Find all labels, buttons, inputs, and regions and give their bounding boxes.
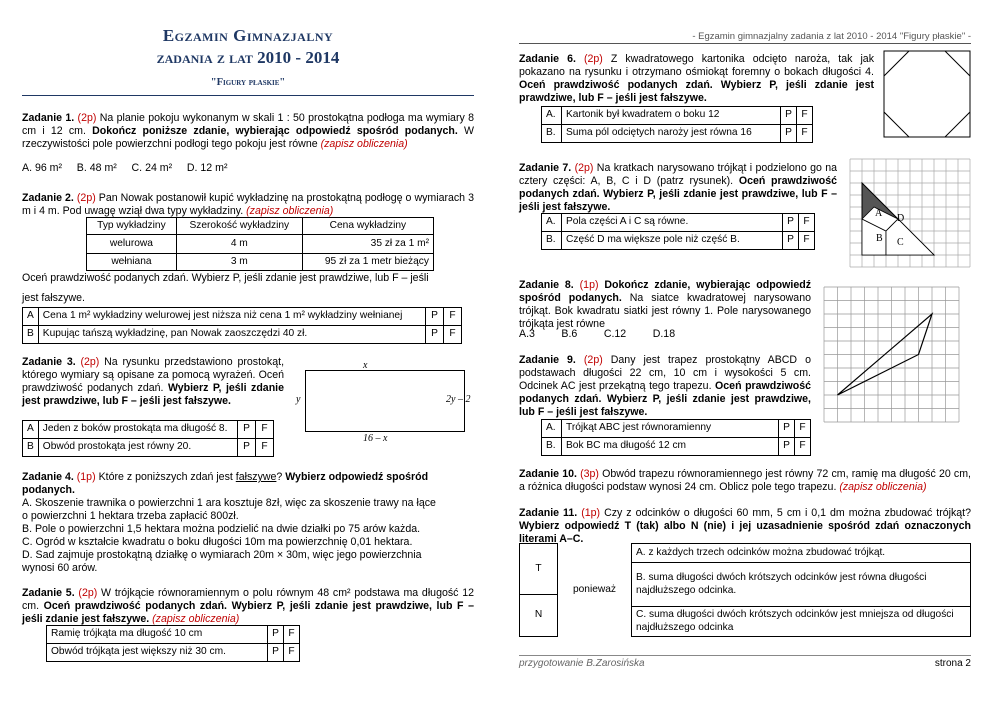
task-instruction: Wybierz P, jeśli zdanie jest prawdziwe, lub F – jeśli jest fałszywe.: [22, 381, 285, 407]
answer-yes[interactable]: T: [520, 544, 558, 595]
statement-text: Jeden z boków prostokąta ma długość 8.: [38, 421, 237, 439]
task-4-options: [22, 497, 474, 575]
task-text: Dany jest trapez prostokątny ABCD o podstawach długości 22 cm, 10 cm i wysokości 5 cm. Odcinek AC jest przekątną tego trapezu.: [519, 354, 811, 392]
task-note: (zapisz obliczenia): [246, 204, 334, 217]
statement-text: Bok BC ma długość 12 cm: [562, 438, 779, 456]
task-text: Pan Nowak postanowił kupić wykładzinę na prostokątną podłogę o wymiarach 3 m i 4 m. Pod uwagę wziął dwa typy wykładziny.: [22, 192, 474, 217]
table-cell: 35 zł za 1 m²: [302, 235, 433, 254]
task-label: Zadanie 6.: [519, 53, 576, 65]
statement-letter: A: [23, 308, 39, 326]
answer-option[interactable]: C.12: [603, 328, 627, 340]
label-right: 2y – 2: [446, 394, 471, 405]
task-5: [22, 587, 474, 626]
task-points: (2p): [574, 162, 594, 174]
answer-option[interactable]: A.3: [519, 328, 535, 340]
answer-no[interactable]: N: [520, 595, 558, 637]
task-5-statements: [46, 625, 300, 662]
table-header: Typ wykładziny: [87, 218, 177, 235]
false-option[interactable]: F: [797, 107, 813, 125]
table-cell: welurowa: [87, 235, 177, 254]
true-option[interactable]: P: [779, 438, 795, 456]
task-11: [519, 507, 971, 546]
task-text: Na planie pokoju wykonanym w skali 1 : 50 prostokątna podłoga ma wymiary 8 cm i 12 cm.: [22, 112, 474, 137]
reason-option[interactable]: C. suma długości dwóch krótszych odcinków jest mniejsza od długości najdłuższego odcinka: [632, 607, 971, 637]
task-text: Które z poniższych zdań jest: [98, 471, 233, 483]
statement-text: Kupując tańszą wykładzinę, pan Nowak zaoszczędzi 40 zł.: [38, 326, 425, 344]
answer-option[interactable]: A. 96 m²: [22, 162, 63, 174]
page-title-years: zadania z lat 2010 - 2014: [156, 48, 340, 67]
task-text-underlined: fałszywe: [235, 471, 277, 483]
part-label-a: A: [875, 208, 883, 219]
task-11-table: [519, 543, 971, 637]
false-option[interactable]: F: [799, 232, 815, 250]
statement-text: Kartonik był kwadratem o boku 12: [562, 107, 781, 125]
task-instruction: Oceń prawdziwość podanych zdań. Wybierz P, jeśli zdanie jest prawdziwe, lub F – jeśli jest fałszywe.: [519, 174, 837, 213]
answer-option[interactable]: D. Sad zajmuje prostokątną działkę o wymiarach 20m × 30m, więc jego powierzchnia: [22, 548, 422, 561]
answer-option[interactable]: D. 12 m²: [186, 162, 228, 174]
task-label: Zadanie 2.: [22, 192, 74, 204]
answer-option[interactable]: C. 24 m²: [131, 162, 173, 174]
false-option[interactable]: F: [795, 420, 811, 438]
table-cell: 3 m: [176, 254, 302, 271]
task-text: ?: [276, 471, 286, 483]
task-text: Na rysunku przedstawiono prostokąt, którego wymiary są opisane za pomocą wyrażeń. Oceń prawdziwość podanych zdań.: [22, 356, 285, 394]
header-rule: [22, 95, 474, 96]
because-label: ponieważ: [558, 544, 632, 637]
table-header: Szerokość wykładziny: [176, 218, 302, 235]
statement-letter: B.: [542, 438, 562, 456]
part-label-b: B: [876, 233, 883, 244]
task-points: (2p): [78, 587, 98, 599]
page-title: Egzamin Gimnazjalny: [162, 26, 334, 45]
statement-text: Pola części A i C są równe.: [562, 214, 783, 232]
statement-text: Obwód trójkąta jest większy niż 30 cm.: [47, 644, 268, 662]
answer-option[interactable]: B.6: [561, 328, 578, 340]
task-9-statements: [541, 419, 811, 456]
table-cell: 95 zł za 1 metr bieżący: [302, 254, 433, 271]
task-points: (2p): [80, 356, 100, 368]
statement-text: Suma pól odciętych naroży jest równa 16: [562, 125, 781, 143]
statement-letter: B.: [542, 125, 562, 143]
task-text: W rzeczywistości pole powierzchni podłogi tego pokoju jest równe: [22, 124, 474, 150]
answer-option[interactable]: D.18: [652, 328, 676, 340]
statement-text: Cena 1 m² wykładziny welurowej jest niższa niż cena 1 m² wykładziny wełnianej: [38, 308, 425, 326]
task-6-statements: [541, 106, 813, 143]
statement-letter: A: [23, 421, 39, 439]
task-points: (2p): [77, 112, 97, 124]
task-points: (1p): [579, 279, 599, 291]
label-left: y: [296, 394, 301, 405]
task-points: (2p): [583, 53, 603, 65]
true-option[interactable]: P: [268, 644, 284, 662]
task-instruction: Oceń prawdziwość podanych zdań. Wybierz P, jeśli zdanie jest prawdziwe, lub F – jeśli zdanie jest fałszywe.: [22, 599, 474, 625]
footer-page-number: strona 2: [934, 658, 971, 669]
statement-letter: A.: [542, 107, 562, 125]
answer-option-continued[interactable]: wynosi 60 arów.: [22, 561, 98, 574]
task-note: (zapisz obliczenia): [320, 137, 408, 150]
table-header: Cena wykładziny: [302, 218, 433, 235]
part-label-c: C: [897, 237, 904, 248]
answer-option[interactable]: A. Skoszenie trawnika o powierzchni 1 ara kosztuje 8zł, więc za skoszenie trawy na łące: [22, 497, 436, 509]
task-8: [519, 279, 811, 331]
true-option[interactable]: P: [783, 214, 799, 232]
true-option[interactable]: P: [781, 125, 797, 143]
task-label: Zadanie 10.: [519, 468, 577, 480]
task-text: Z kwadratowego kartonika odcięto naroża, tak jak pokazano na rysunku i otrzymano ośmiokąt foremny o bokach długości 4.: [519, 53, 874, 78]
triangle-grid-figure: [849, 158, 971, 270]
triangle-on-grid-figure: [823, 286, 971, 424]
task-text: Na siatce kwadratowej narysowano trójkąt. Bok kwadratu siatki jest równy 1. Pole narysowanego trójkąta jest równe: [519, 291, 811, 330]
task-points: (3p): [580, 468, 599, 480]
table-cell: 4 m: [176, 235, 302, 254]
part-label-d: D: [897, 213, 905, 224]
task-3: [22, 356, 284, 408]
task-instruction: Wybierz odpowiedź spośród podanych.: [22, 471, 429, 496]
reason-option[interactable]: B. suma długości dwóch krótszych odcinków jest równa długości najdłuższego odcinka.: [632, 563, 971, 607]
task-6: [519, 53, 874, 105]
true-option[interactable]: P: [426, 326, 444, 344]
statement-text: Ramię trójkąta ma długość 10 cm: [47, 626, 268, 644]
task-text: W trójkącie równoramiennym o polu równym 48 cm² podstawa ma długość 12 cm.: [22, 587, 475, 612]
task-2-statements: [22, 307, 462, 344]
task-label: Zadanie 4.: [22, 471, 74, 483]
false-option[interactable]: F: [444, 326, 462, 344]
statement-letter: B: [23, 439, 39, 457]
task-9: [519, 354, 811, 419]
false-option[interactable]: F: [797, 125, 813, 143]
task-label: Zadanie 9.: [519, 354, 576, 366]
running-header-rule: [519, 43, 971, 44]
task-points: (2p): [583, 354, 603, 366]
false-option[interactable]: F: [284, 644, 300, 662]
statement-text: Obwód prostokąta jest równy 20.: [38, 439, 237, 457]
task-label: Zadanie 5.: [22, 587, 75, 599]
answer-option[interactable]: C. Ogród w kształcie kwadratu o boku długości 10m ma powierzchnię 0,01 hektara.: [22, 535, 413, 548]
answer-option[interactable]: B. Pole o powierzchni 1,5 hektara można podzielić na dwie działki po 75 arów każda.: [22, 522, 421, 535]
true-option[interactable]: P: [426, 308, 444, 326]
carpet-table: [86, 217, 434, 271]
task-10: [519, 468, 971, 494]
label-top: x: [363, 360, 368, 371]
footer-author: przygotowanie B.Zarosińska: [519, 658, 645, 669]
task-2: [22, 192, 474, 218]
false-option[interactable]: F: [795, 438, 811, 456]
octagon-figure: [883, 50, 971, 138]
table-cell: wełniana: [87, 254, 177, 271]
task-2-instruction: Oceń prawdziwość podanych zdań. Wybierz P, jeśli zdanie jest prawdziwe, lub F – jeśli: [22, 272, 429, 284]
true-option[interactable]: P: [268, 626, 284, 644]
task-7-statements: [541, 213, 815, 250]
task-note: (zapisz obliczenia): [152, 612, 240, 625]
task-1-answers: [22, 162, 322, 175]
task-label: Zadanie 11.: [519, 507, 578, 519]
label-bottom: 16 – x: [363, 433, 388, 444]
rectangle-figure: [305, 370, 465, 432]
statement-letter: B.: [542, 232, 562, 250]
false-option[interactable]: F: [256, 421, 274, 439]
task-label: Zadanie 1.: [22, 112, 75, 124]
true-option[interactable]: P: [238, 421, 256, 439]
statement-text: Trójkąt ABC jest równoramienny: [562, 420, 779, 438]
statement-letter: A.: [542, 420, 562, 438]
false-option[interactable]: F: [444, 308, 462, 326]
task-1: [22, 112, 474, 151]
task-instruction: Oceń prawdziwość podanych zdań. Wybierz P, jeśli zdanie jest prawdziwe, lub F – jeśli jest fałszywe.: [519, 379, 811, 418]
task-3-statements: [22, 420, 274, 457]
task-instruction: Oceń prawdziwość podanych zdań. Wybierz P, jeśli zdanie jest prawdziwe, lub F – jeśli jest fałszywe.: [519, 78, 874, 104]
task-instruction: Wybierz odpowiedź T (tak) albo N (nie) i jej uzasadnienie spośród zdań oznaczonych literami A–C.: [519, 519, 971, 545]
answer-option-continued[interactable]: o powierzchni 1 hektara trzeba zapłacić 800zł.: [22, 509, 239, 522]
false-option[interactable]: F: [799, 214, 815, 232]
task-points: (1p): [76, 471, 96, 483]
statement-letter: A.: [542, 214, 562, 232]
reason-option[interactable]: A. z każdych trzech odcinków można zbudować trójkąt.: [632, 544, 971, 563]
task-text: Obwód trapezu równoramiennego jest równy 72 cm, ramię ma długość 20 cm, a różnica długości podstaw wynosi 24 cm. Oblicz pole tego trapezu.: [519, 468, 971, 493]
statement-letter: B: [23, 326, 39, 344]
false-option[interactable]: F: [256, 439, 274, 457]
task-note: (zapisz obliczenia): [839, 480, 927, 493]
task-label: Zadanie 7.: [519, 162, 572, 174]
task-text: Czy z odcinków o długości 60 mm, 5 cm i 0,1 dm można zbudować trójkąt?: [604, 507, 971, 519]
page-subtitle: "Figury płaskie": [210, 77, 286, 88]
task-instruction: Dokończ poniższe zdanie, wybierając odpowiedź spośród podanych.: [92, 124, 458, 137]
task-4: [22, 471, 474, 497]
statement-text: Część D ma większe pole niż część B.: [562, 232, 783, 250]
answer-option[interactable]: B. 48 m²: [76, 162, 117, 174]
task-7: [519, 162, 837, 214]
task-2-instruction-end: jest fałszywe.: [22, 292, 85, 304]
true-option[interactable]: P: [783, 232, 799, 250]
task-label: Zadanie 3.: [22, 356, 76, 368]
running-header: - Egzamin gimnazjalny zadania z lat 2010 - 2014 "Figury płaskie" -: [692, 31, 971, 42]
true-option[interactable]: P: [779, 420, 795, 438]
task-8-answers: [519, 328, 779, 341]
false-option[interactable]: F: [284, 626, 300, 644]
task-label: Zadanie 8.: [519, 279, 574, 291]
task-instruction: Dokończ zdanie, wybierając odpowiedź spośród podanych.: [519, 279, 812, 304]
footer-rule: [519, 655, 971, 656]
task-points: (2p): [76, 192, 96, 204]
task-text: Na kratkach narysowano trójkąt i podzielono go na cztery części: A, B, C i D (patrz rysunek).: [519, 162, 837, 187]
true-option[interactable]: P: [238, 439, 256, 457]
task-points: (1p): [581, 507, 601, 519]
true-option[interactable]: P: [781, 107, 797, 125]
